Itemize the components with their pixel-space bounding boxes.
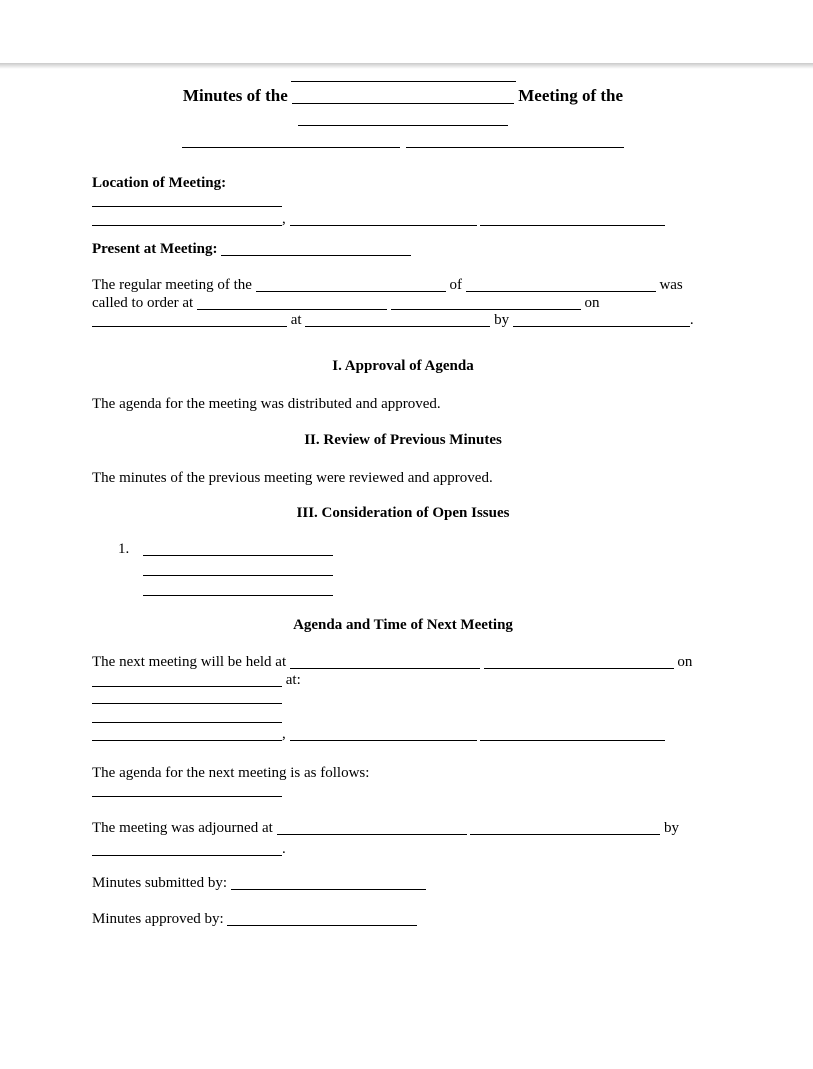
- location-line-2: [92, 208, 714, 231]
- adjournment-by-blank[interactable]: [92, 855, 282, 856]
- present-at-meeting-line: [92, 239, 714, 259]
- section-body-approval-of-agenda: The agenda for the meeting was distributed and approved.: [92, 395, 441, 412]
- time-blank[interactable]: [197, 309, 387, 310]
- next-meeting-text-1: The next meeting will be held at: [92, 653, 287, 670]
- adjournment-time-blank[interactable]: [277, 834, 467, 835]
- title-line-4: [92, 129, 714, 151]
- open-issue-blank-1[interactable]: [143, 555, 333, 556]
- call-to-order-text-7: by: [494, 312, 510, 328]
- title-blank-org-line-1[interactable]: [182, 147, 400, 148]
- open-issues-list: [92, 539, 714, 599]
- location-blank-3[interactable]: [290, 225, 477, 226]
- chairperson-blank[interactable]: [513, 326, 690, 327]
- next-meeting-text-2: on: [677, 653, 693, 670]
- adjournment-paragraph: [92, 818, 714, 860]
- call-to-order-text-5: on: [584, 294, 600, 311]
- next-meeting-line-5: [92, 726, 714, 743]
- next-meeting-paragraph: [92, 653, 714, 743]
- call-to-order-line-1: [92, 277, 714, 295]
- next-meeting-address-blank-2[interactable]: [92, 722, 282, 723]
- open-issue-blank-2[interactable]: [143, 575, 333, 576]
- call-to-order-line-2: [92, 295, 714, 313]
- next-meeting-state-blank[interactable]: [290, 740, 477, 741]
- open-issue-line-3: [143, 579, 333, 599]
- next-agenda-line: [92, 783, 714, 798]
- minutes-approved-blank[interactable]: [227, 925, 417, 926]
- location-comma: ,: [282, 211, 286, 227]
- next-agenda-label: The agenda for the next meeting is as follows:: [92, 764, 370, 781]
- next-meeting-city-blank[interactable]: [92, 740, 282, 741]
- minutes-approved-line: [92, 909, 714, 929]
- adjournment-line-1: [92, 818, 714, 839]
- ampm-blank[interactable]: [391, 309, 581, 310]
- open-issue-line-1: [143, 539, 333, 559]
- section-body-review-previous-minutes: The minutes of the previous meeting were reviewed and approved.: [92, 469, 493, 486]
- minutes-submitted-blank[interactable]: [231, 889, 426, 890]
- call-to-order-text-2: of: [449, 277, 462, 293]
- call-to-order-paragraph: [92, 277, 714, 330]
- adjournment-text-1: The meeting was adjourned at: [92, 819, 273, 836]
- present-label: Present at Meeting:: [92, 241, 218, 257]
- call-to-order-text-3: was: [659, 277, 683, 293]
- next-meeting-zip-blank[interactable]: [480, 740, 665, 741]
- location-label: Location of Meeting:: [92, 175, 227, 191]
- minutes-approved-label: Minutes approved by:: [92, 910, 224, 927]
- document-page: [92, 63, 714, 929]
- next-meeting-line-3: [92, 689, 714, 706]
- location-blank-4[interactable]: [480, 225, 665, 226]
- date-blank[interactable]: [92, 326, 287, 327]
- place-blank[interactable]: [305, 326, 490, 327]
- location-blank-1[interactable]: [92, 206, 282, 207]
- adjournment-line-2: [92, 839, 714, 860]
- next-meeting-line-2: [92, 671, 714, 689]
- section-heading-open-issues: III. Consideration of Open Issues: [296, 504, 510, 521]
- next-meeting-comma: ,: [282, 725, 286, 742]
- next-meeting-at-label: at:: [285, 671, 301, 688]
- adjournment-period: .: [282, 840, 286, 857]
- open-issue-blanks: [143, 539, 333, 599]
- organization-of-blank[interactable]: [466, 291, 656, 292]
- call-to-order-line-3: [92, 312, 714, 330]
- title-line-1: [92, 63, 714, 85]
- next-meeting-ampm-blank[interactable]: [484, 668, 674, 669]
- call-to-order-text-4: called to order at: [92, 294, 194, 311]
- next-agenda-blank[interactable]: [92, 796, 282, 797]
- next-meeting-line-1: [92, 653, 714, 671]
- title-prefix: Minutes of the: [182, 86, 288, 105]
- location-blank-2[interactable]: [92, 225, 282, 226]
- organization-blank[interactable]: [256, 291, 446, 292]
- section-heading-review-previous-minutes: II. Review of Previous Minutes: [304, 431, 502, 448]
- call-to-order-text-6: at: [290, 312, 302, 328]
- title-suffix: Meeting of the: [518, 86, 624, 105]
- next-meeting-address-blank-1[interactable]: [92, 703, 282, 704]
- adjournment-text-2: by: [664, 819, 680, 836]
- title-line-2: [92, 85, 714, 107]
- title-block: [92, 63, 714, 151]
- minutes-submitted-line: [92, 873, 714, 893]
- title-blank-org-name[interactable]: [298, 125, 508, 126]
- section-heading-approval-of-agenda: I. Approval of Agenda: [332, 357, 474, 374]
- next-meeting-date-blank[interactable]: [92, 686, 282, 687]
- call-to-order-text-1: The regular meeting of the: [92, 277, 252, 293]
- call-to-order-period: .: [689, 312, 694, 328]
- title-blank-top[interactable]: [291, 81, 516, 82]
- next-meeting-time-blank[interactable]: [290, 668, 480, 669]
- location-line-1: [92, 192, 714, 208]
- present-blank[interactable]: [221, 255, 411, 256]
- adjournment-ampm-blank[interactable]: [470, 834, 660, 835]
- next-meeting-line-4: [92, 706, 714, 726]
- title-blank-meeting-type[interactable]: [292, 103, 514, 104]
- title-blank-org-line-2[interactable]: [406, 147, 624, 148]
- open-issue-line-2: [143, 559, 333, 579]
- open-issue-item-number: 1.: [118, 540, 130, 557]
- open-issue-blank-3[interactable]: [143, 595, 333, 596]
- section-heading-next-meeting: Agenda and Time of Next Meeting: [293, 616, 513, 633]
- title-line-3: [92, 107, 714, 129]
- minutes-submitted-label: Minutes submitted by:: [92, 874, 227, 891]
